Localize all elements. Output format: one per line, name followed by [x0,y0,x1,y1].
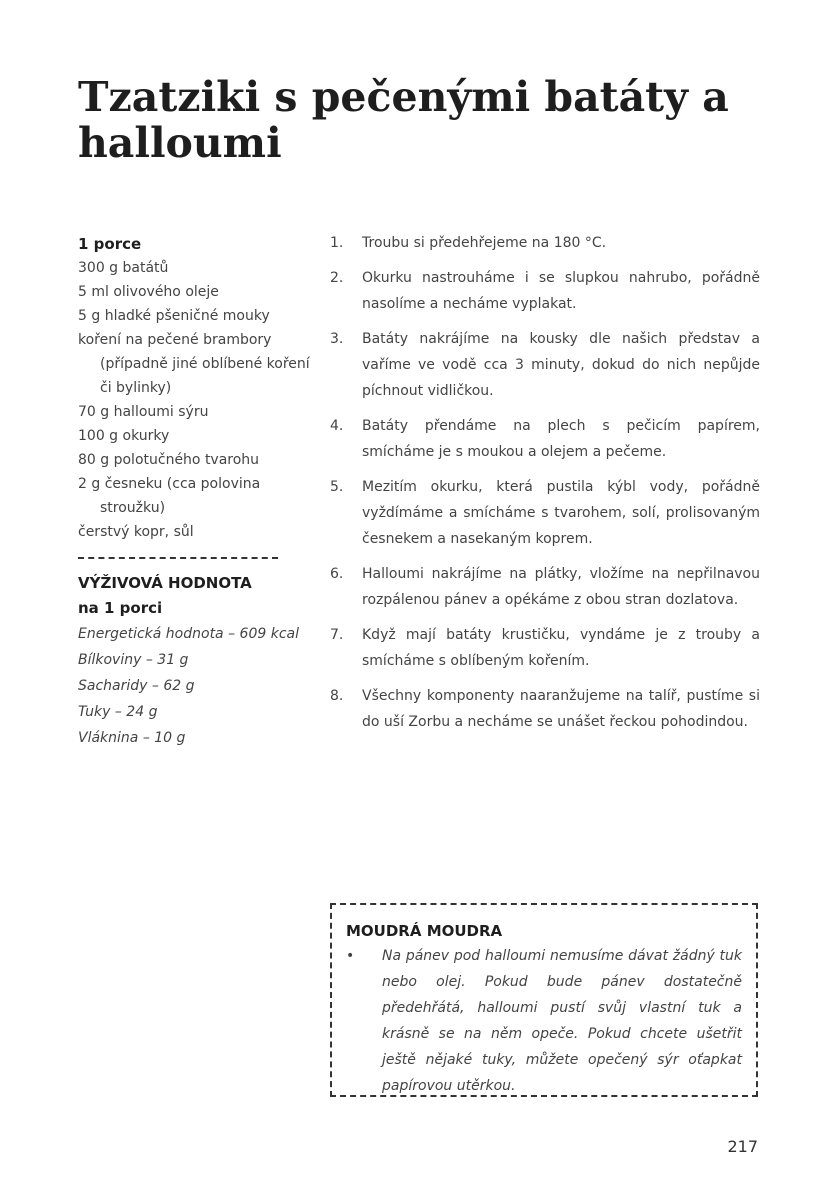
step-number: 4. [330,418,344,434]
step-text: Okurku nastrouháme i se slupkou nahrubo, pořádně nasolíme a necháme vyplakat. [362,270,760,312]
step-number: 2. [330,270,344,286]
ingredient-item: 5 ml olivového oleje [78,284,219,300]
ingredient-item: 100 g okurky [78,428,170,444]
instruction-step [330,474,760,552]
step-number: 5. [330,479,344,495]
nutrition-item: Energetická hodnota – 609 kcal [78,626,299,642]
instruction-step [330,561,760,613]
instruction-step [330,622,760,674]
ingredient-item: 2 g česneku (cca polovina stroužku) [78,476,261,516]
step-number: 3. [330,331,344,347]
nutrition-heading: VÝŽIVOVÁ HODNOTA [78,574,252,592]
tip-text: Na pánev pod halloumi nemusíme dávat žádný tuk nebo olej. Pokud bude pánev dostatečně předehřátá, halloumi pustí svůj vlastní tuk a krásně se na něm opeče. Pokud chcete ušetřit ještě nějaké tuky, můžete opečený sýr oťapkat papírovou utěrkou. [382,948,742,1094]
ingredient-item: čerstvý kopr, sůl [78,524,194,540]
instruction-step [330,326,760,404]
instruction-step [330,413,760,465]
step-text: Batáty přendáme na plech s pečicím papírem, smícháme je s moukou a olejem a pečeme. [362,418,760,460]
step-text: Troubu si předehřejeme na 180 °C. [362,235,607,251]
ingredients-column [78,232,310,751]
ingredient-item: 300 g batátů [78,260,169,276]
tip-item [346,943,742,1099]
nutrition-subheading: na 1 porci [78,599,163,617]
ingredient-item: 80 g polotučného tvarohu [78,452,260,468]
nutrition-item: Tuky – 24 g [78,704,158,720]
step-text: Mezitím okurku, která pustila kýbl vody, pořádně vyždímáme a smícháme s tvarohem, solí, prolisovaným česnekem a nasekaným koprem. [362,479,760,547]
instruction-step [330,683,760,735]
step-text: Batáty nakrájíme na kousky dle našich představ a vaříme ve vodě cca 3 minuty, dokud do nich nepůjde píchnout vidličkou. [362,331,760,399]
section-divider [78,557,278,559]
ingredient-item: 5 g hladké pšeničné mouky [78,308,270,324]
tip-title: MOUDRÁ MOUDRA [346,922,503,940]
step-text: Halloumi nakrájíme na plátky, vložíme na nepřilnavou rozpálenou pánev a opékáme z obou stran dozlatova. [362,566,760,608]
step-text: Všechny komponenty naaranžujeme na talíř, pustíme si do uší Zorbu a necháme se unášet řeckou pohodindou. [362,688,760,730]
tip-box [330,903,758,1097]
recipe-title: Tzatziki s pečenými batáty a halloumi [78,73,729,167]
instructions-list [330,230,760,744]
ingredient-item: koření na pečené brambory (případně jiné oblíbené koření či bylinky) [78,332,310,396]
nutrition-item: Vláknina – 10 g [78,730,186,746]
ingredients-heading: 1 porce [78,235,142,253]
nutrition-item: Sacharidy – 62 g [78,678,195,694]
page-number: 217 [727,1137,758,1156]
bullet-icon: • [346,948,355,964]
step-number: 6. [330,566,344,582]
nutrition-item: Bílkoviny – 31 g [78,652,189,668]
step-number: 8. [330,688,344,704]
step-number: 1. [330,235,344,251]
instruction-step [330,265,760,317]
step-number: 7. [330,627,344,643]
step-text: Když mají batáty krustičku, vyndáme je z trouby a smícháme s oblíbeným kořením. [362,627,760,669]
ingredient-item: 70 g halloumi sýru [78,404,209,420]
instruction-step [330,230,760,256]
